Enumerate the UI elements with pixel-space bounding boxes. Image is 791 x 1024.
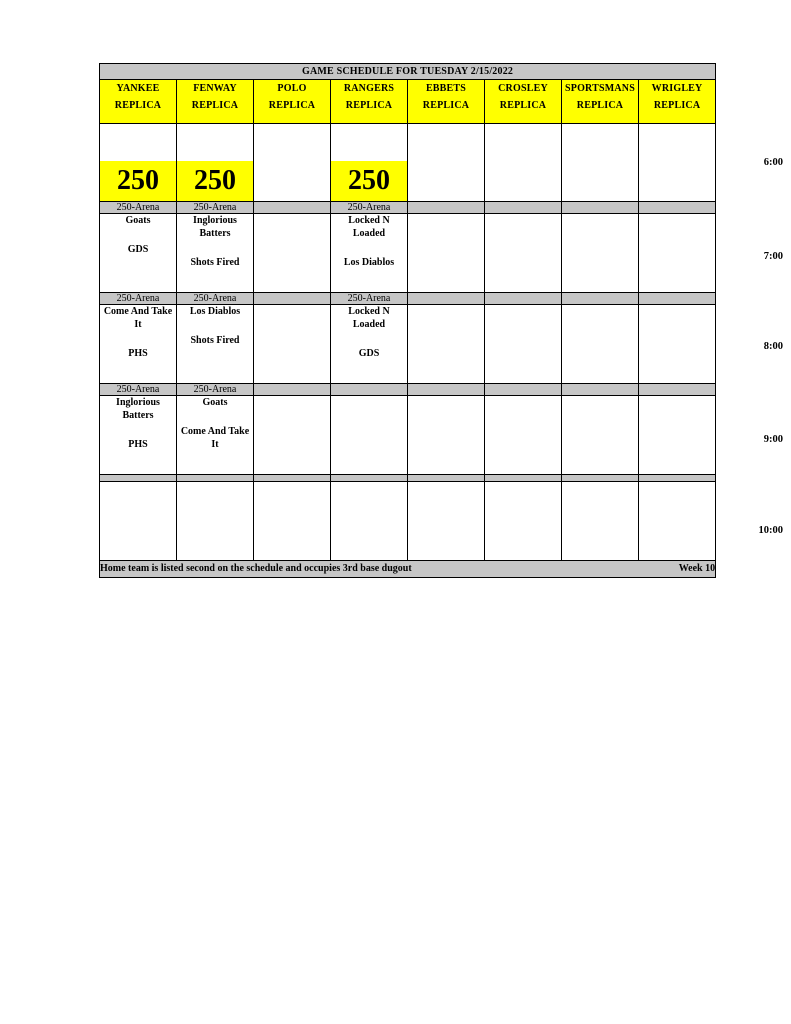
field-name-line2: REPLICA	[268, 100, 316, 111]
team-gap	[100, 422, 176, 438]
time-label-700: 7:00	[763, 251, 783, 262]
slot-700-arena-row	[100, 202, 716, 214]
game-cell-sportsmans-800	[562, 305, 639, 384]
game-cell-sportsmans-1000	[562, 482, 639, 561]
field-header-yankee	[100, 80, 177, 124]
slot-900-games-row	[100, 396, 716, 475]
away-team: Inglorious Batters	[116, 397, 160, 421]
field-name-line1: WRIGLEY	[651, 83, 703, 94]
game-cell-crosley-1000	[485, 482, 562, 561]
fee-amount: 250	[100, 161, 176, 201]
game-cell-wrigley-700	[639, 214, 716, 293]
game-cell-ebbets-800	[408, 305, 485, 384]
away-team: Come And Take It	[103, 306, 173, 330]
arena-label-fenway: 250-Arena	[177, 293, 254, 305]
field-header-fenway	[177, 80, 254, 124]
game-cell-crosley-800	[485, 305, 562, 384]
game-cell-fenway-700	[177, 214, 254, 293]
field-name-line2: REPLICA	[422, 100, 470, 111]
field-header-sportsmans	[562, 80, 639, 124]
away-team: Locked N Loaded	[348, 306, 390, 330]
time-label-900: 9:00	[763, 434, 783, 445]
home-team: GDS	[358, 348, 380, 359]
home-team: Los Diablos	[343, 257, 395, 268]
spacer-cell	[639, 475, 716, 482]
game-cell-polo-700	[254, 214, 331, 293]
team-gap	[177, 409, 253, 425]
game-cell-ebbets-700	[408, 214, 485, 293]
spacer-cell	[100, 475, 177, 482]
week-label: Week 10	[678, 563, 716, 574]
slot-600-upper-cell	[485, 124, 562, 162]
away-team: Locked N Loaded	[348, 215, 390, 239]
slot-1000-games-row	[100, 482, 716, 561]
team-gap	[177, 240, 253, 256]
field-name-line1: SPORTSMANS	[565, 83, 635, 94]
field-name-line1: CROSLEY	[498, 83, 548, 94]
game-cell-fenway-900	[177, 396, 254, 475]
slot-600-cell-yankee	[100, 161, 177, 202]
schedule-table-wrapper	[99, 63, 716, 578]
footer-note: Home team is listed second on the schedule and occupies 3rd base dugout	[100, 563, 412, 574]
game-cell-yankee-800	[100, 305, 177, 384]
game-schedule-table	[99, 63, 716, 578]
slot-600-upper-cell	[639, 124, 716, 162]
arena-label-polo	[254, 202, 331, 214]
game-cell-ebbets-900	[408, 396, 485, 475]
slot-600-cell-fenway	[177, 161, 254, 202]
field-name-line2: REPLICA	[576, 100, 624, 111]
game-cell-ebbets-1000	[408, 482, 485, 561]
arena-label-yankee: 250-Arena	[100, 293, 177, 305]
team-gap	[177, 318, 253, 334]
game-cell-polo-1000	[254, 482, 331, 561]
fee-amount: 250	[331, 161, 407, 201]
home-team: Shots Fired	[190, 335, 240, 346]
game-cell-wrigley-900	[639, 396, 716, 475]
arena-label-rangers	[331, 384, 408, 396]
page-title: GAME SCHEDULE FOR TUESDAY 2/15/2022	[100, 64, 716, 80]
arena-label-polo	[254, 293, 331, 305]
home-team: PHS	[128, 439, 148, 450]
game-cell-rangers-700	[331, 214, 408, 293]
arena-label-crosley	[485, 202, 562, 214]
field-name-line2: REPLICA	[191, 100, 239, 111]
slot-800-games-row	[100, 305, 716, 384]
slot-600-upper-cell	[562, 124, 639, 162]
game-cell-rangers-800	[331, 305, 408, 384]
field-header-rangers	[331, 80, 408, 124]
field-name-line1: RANGERS	[343, 83, 395, 94]
slot-600-cell-crosley	[485, 161, 562, 202]
game-cell-sportsmans-900	[562, 396, 639, 475]
arena-label-yankee: 250-Arena	[100, 384, 177, 396]
arena-label-polo	[254, 384, 331, 396]
game-cell-yankee-700	[100, 214, 177, 293]
spacer-cell	[331, 475, 408, 482]
game-cell-rangers-1000	[331, 482, 408, 561]
game-cell-yankee-1000	[100, 482, 177, 561]
home-team: Come And Take It	[180, 426, 250, 450]
slot-600-cell-polo	[254, 161, 331, 202]
field-name-line1: POLO	[277, 83, 307, 94]
field-name-line2: REPLICA	[345, 100, 393, 111]
slot-600-cell-sportsmans	[562, 161, 639, 202]
slot-600-cell-rangers	[331, 161, 408, 202]
slot-600-upper-cell	[100, 124, 177, 162]
arena-label-ebbets	[408, 293, 485, 305]
game-cell-wrigley-1000	[639, 482, 716, 561]
spacer-cell	[562, 475, 639, 482]
arena-label-wrigley	[639, 202, 716, 214]
field-name-line2: REPLICA	[114, 100, 162, 111]
game-cell-wrigley-800	[639, 305, 716, 384]
field-header-wrigley	[639, 80, 716, 124]
game-cell-polo-900	[254, 396, 331, 475]
slot-600-upper-cell	[254, 124, 331, 162]
slot-600-bignum-row	[100, 161, 716, 202]
slot-600-upper-cell	[177, 124, 254, 162]
fee-amount: 250	[177, 161, 253, 201]
slot-600-upper-row	[100, 124, 716, 162]
slot-1000-spacer-row	[100, 475, 716, 482]
slot-600-cell-wrigley	[639, 161, 716, 202]
away-team: Goats	[202, 397, 228, 408]
away-team: Goats	[125, 215, 151, 226]
away-team: Inglorious Batters	[193, 215, 237, 239]
team-gap	[100, 227, 176, 243]
team-gap	[331, 240, 407, 256]
arena-label-rangers: 250-Arena	[331, 293, 408, 305]
footer-row	[100, 561, 716, 578]
field-name-line2: REPLICA	[499, 100, 547, 111]
arena-label-fenway: 250-Arena	[177, 384, 254, 396]
field-header-crosley	[485, 80, 562, 124]
arena-label-ebbets	[408, 384, 485, 396]
slot-700-games-row	[100, 214, 716, 293]
home-team: Shots Fired	[190, 257, 240, 268]
game-cell-polo-800	[254, 305, 331, 384]
game-cell-sportsmans-700	[562, 214, 639, 293]
arena-label-wrigley	[639, 293, 716, 305]
spacer-cell	[485, 475, 562, 482]
game-cell-fenway-1000	[177, 482, 254, 561]
spacer-cell	[254, 475, 331, 482]
field-name-line2: REPLICA	[653, 100, 701, 111]
footer-bar	[100, 561, 716, 578]
time-label-1000: 10:00	[758, 525, 783, 536]
field-name-line1: FENWAY	[193, 83, 237, 94]
game-cell-rangers-900	[331, 396, 408, 475]
arena-label-sportsmans	[562, 202, 639, 214]
home-team: GDS	[127, 244, 149, 255]
field-header-polo	[254, 80, 331, 124]
slot-900-arena-row	[100, 384, 716, 396]
arena-label-sportsmans	[562, 384, 639, 396]
field-header-row	[100, 80, 716, 124]
table-title-row	[100, 64, 716, 80]
slot-600-upper-cell	[408, 124, 485, 162]
field-header-ebbets	[408, 80, 485, 124]
game-cell-yankee-900	[100, 396, 177, 475]
slot-800-arena-row	[100, 293, 716, 305]
slot-600-upper-cell	[331, 124, 408, 162]
slot-600-cell-ebbets	[408, 161, 485, 202]
arena-label-sportsmans	[562, 293, 639, 305]
arena-label-fenway: 250-Arena	[177, 202, 254, 214]
field-name-line1: YANKEE	[116, 83, 160, 94]
field-name-line1: EBBETS	[425, 83, 467, 94]
time-label-600: 6:00	[763, 157, 783, 168]
spacer-cell	[408, 475, 485, 482]
game-cell-crosley-900	[485, 396, 562, 475]
away-team: Los Diablos	[189, 306, 241, 317]
arena-label-wrigley	[639, 384, 716, 396]
arena-label-rangers: 250-Arena	[331, 202, 408, 214]
arena-label-crosley	[485, 384, 562, 396]
home-team: PHS	[128, 348, 148, 359]
arena-label-ebbets	[408, 202, 485, 214]
arena-label-crosley	[485, 293, 562, 305]
team-gap	[331, 331, 407, 347]
game-cell-crosley-700	[485, 214, 562, 293]
team-gap	[100, 331, 176, 347]
game-cell-fenway-800	[177, 305, 254, 384]
spacer-cell	[177, 475, 254, 482]
arena-label-yankee: 250-Arena	[100, 202, 177, 214]
time-label-800: 8:00	[763, 341, 783, 352]
